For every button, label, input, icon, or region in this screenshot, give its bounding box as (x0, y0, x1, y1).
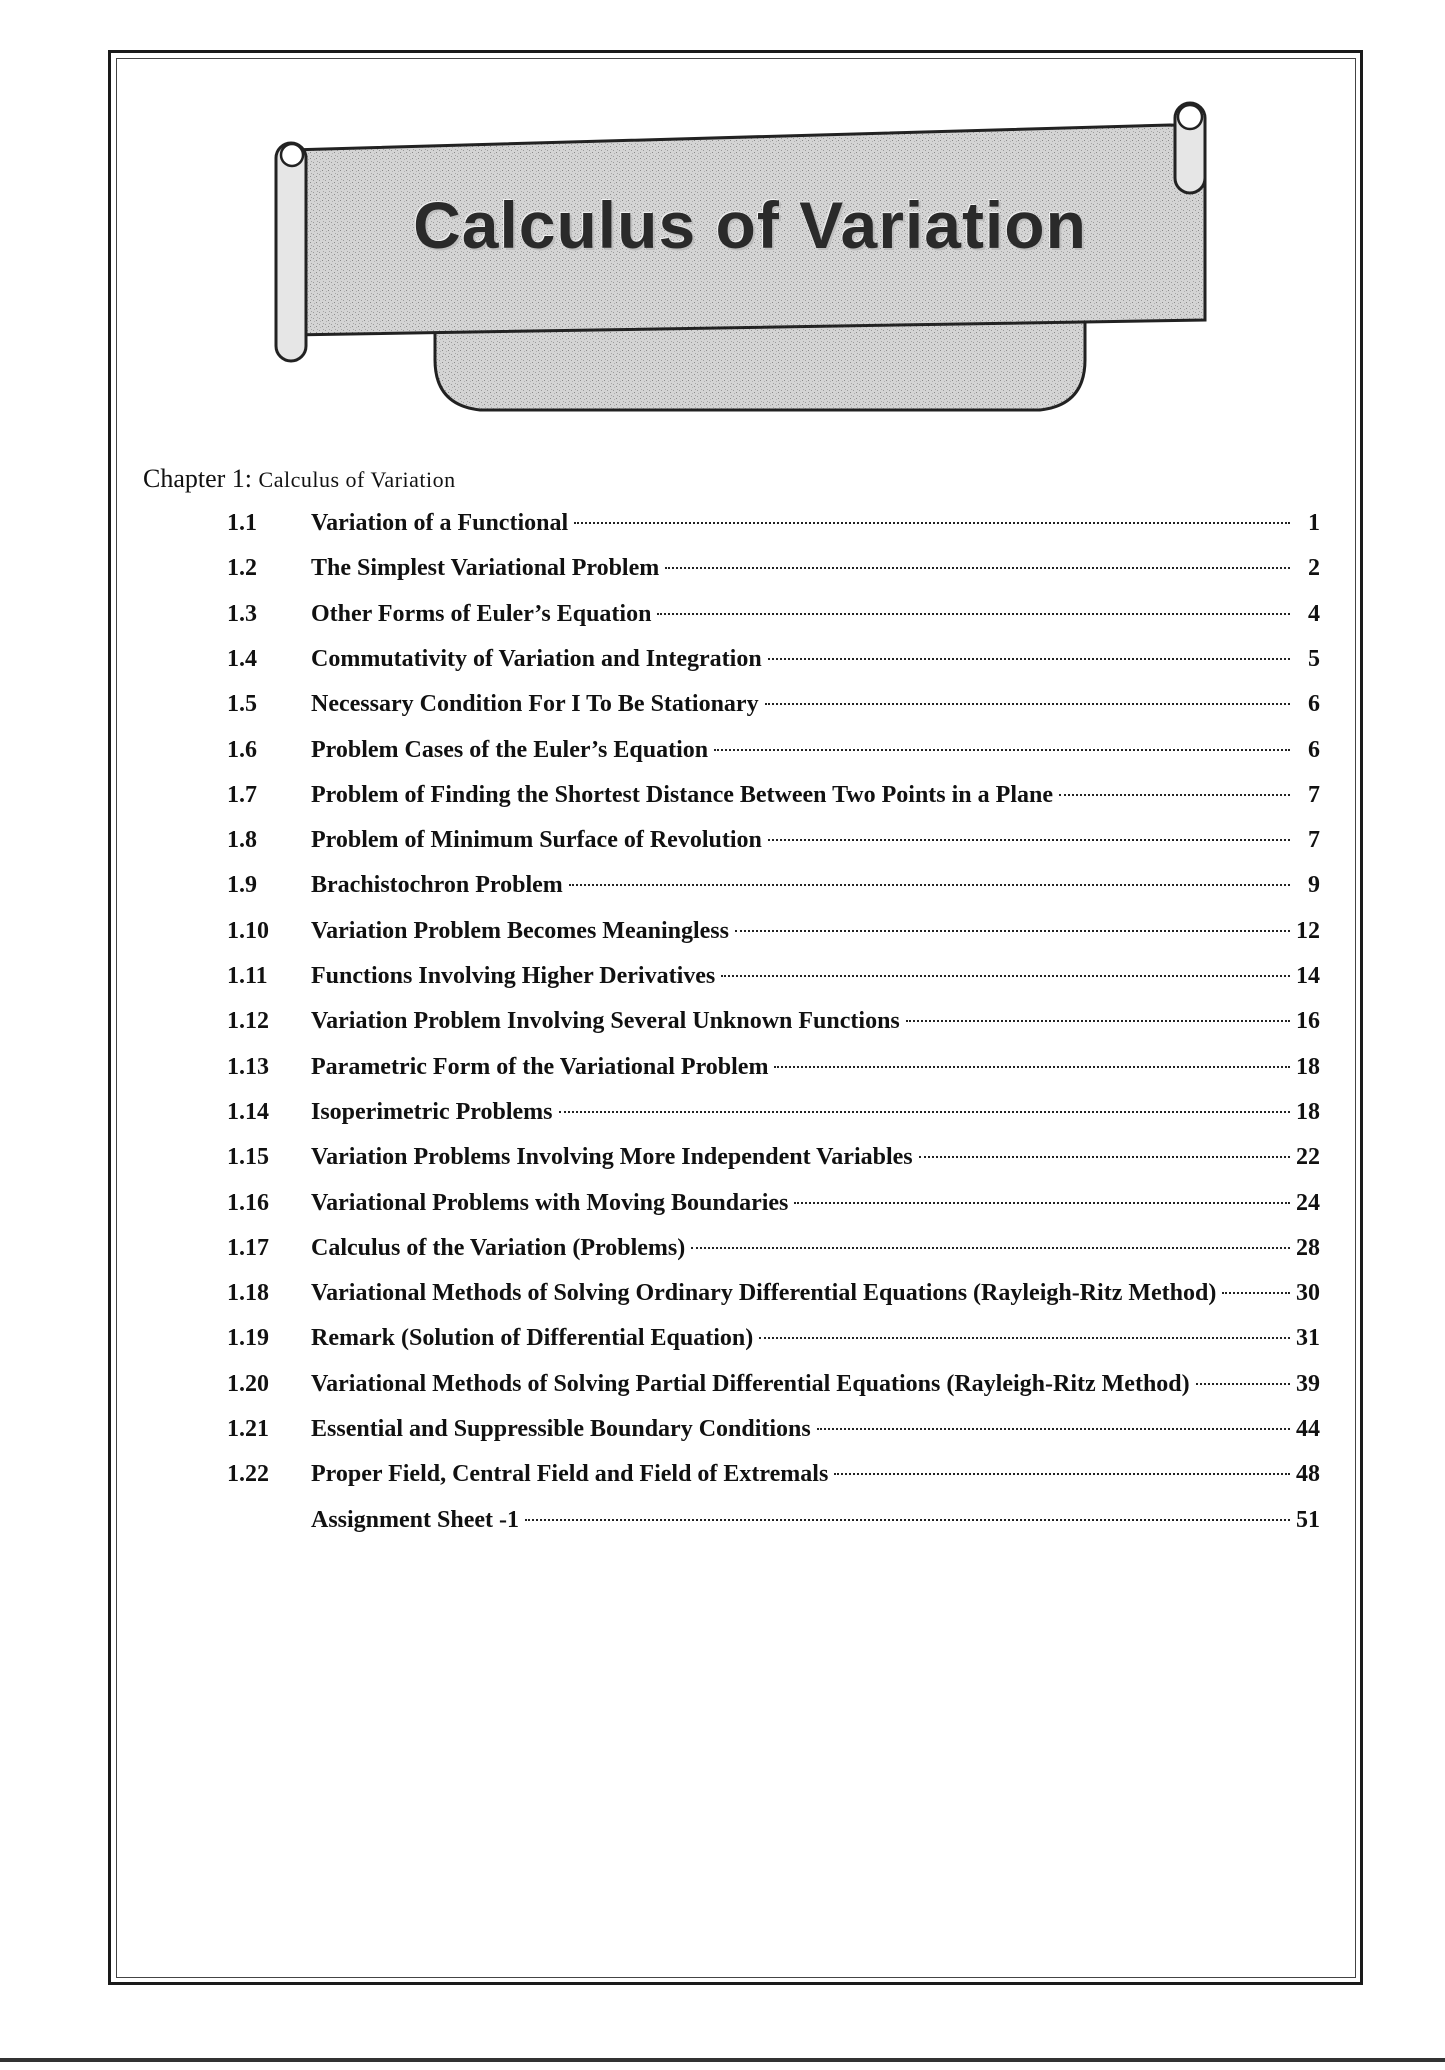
toc-entry-page: 18 (1296, 1098, 1320, 1125)
toc-entry-page: 7 (1308, 781, 1320, 808)
toc-entry-number: 1.12 (227, 1008, 269, 1035)
toc-entry-number: 1.2 (227, 555, 257, 582)
toc-entry-title: Variation Problem Involving Several Unknown Functions (311, 1008, 900, 1035)
toc-entry-number: 1.10 (227, 917, 269, 944)
toc-entry-page: 39 (1296, 1370, 1320, 1397)
toc-entry-number: 1.19 (227, 1325, 269, 1352)
toc-dot-leader (735, 929, 1290, 932)
toc-entry[interactable] (227, 1275, 1320, 1311)
toc-entry-number: 1.20 (227, 1370, 269, 1397)
bottom-rule (0, 2058, 1445, 2062)
toc-entry-number: 1.14 (227, 1098, 269, 1125)
toc-entry-title: Proper Field, Central Field and Field of Extremals (311, 1461, 829, 1488)
toc-entry-line (311, 1230, 1320, 1266)
toc-entry-title: Isoperimetric Problems (311, 1098, 553, 1125)
toc-entry-line (311, 1411, 1320, 1447)
toc-dot-leader (665, 566, 1290, 569)
toc-entry-title: Problem of Finding the Shortest Distance Between Two Points in a Plane (311, 781, 1053, 808)
toc-entry-line (311, 958, 1320, 994)
toc-entry-line (311, 1456, 1320, 1492)
toc-entry-page: 6 (1308, 691, 1320, 718)
toc-entry-title: Assignment Sheet -1 (311, 1506, 519, 1533)
toc-entry[interactable] (227, 550, 1320, 586)
toc-entry[interactable] (227, 867, 1320, 903)
toc-entry-page: 9 (1308, 872, 1320, 899)
toc-entry-line (311, 641, 1320, 677)
toc-entry-number: 1.21 (227, 1416, 269, 1442)
toc-entry[interactable] (227, 1139, 1320, 1175)
toc-entry-line (311, 777, 1320, 813)
toc-dot-leader (721, 974, 1290, 977)
toc-entry[interactable] (227, 777, 1320, 813)
toc-entry-title: Variational Problems with Moving Boundaries (311, 1189, 789, 1216)
toc-entry[interactable] (227, 596, 1320, 632)
toc-dot-leader (906, 1019, 1290, 1022)
toc-entry-line (311, 1320, 1320, 1356)
toc-entry-number: 1.1 (227, 510, 257, 536)
toc-entry-number: 1.18 (227, 1280, 269, 1307)
toc-entry-number: 1.8 (227, 827, 257, 854)
toc-entry-line (311, 1049, 1320, 1085)
toc-entry-title: Problem Cases of the Euler’s Equation (311, 736, 709, 763)
toc-entry[interactable] (227, 822, 1320, 858)
toc-entry-title: Brachistochron Problem (311, 872, 563, 899)
toc-entry-page: 30 (1296, 1280, 1320, 1307)
toc-dot-leader (817, 1427, 1290, 1430)
toc-entry-line (311, 1275, 1320, 1311)
toc-entry-page: 12 (1296, 917, 1320, 944)
toc-entry[interactable] (227, 1003, 1320, 1039)
toc-entry-number: 1.13 (227, 1053, 269, 1080)
toc-dot-leader (774, 1065, 1290, 1068)
toc-entry-number: 1.22 (227, 1461, 269, 1488)
toc-entry-page: 16 (1296, 1008, 1320, 1035)
toc-entry-page: 2 (1308, 555, 1320, 582)
toc-entry-number: 1.17 (227, 1234, 269, 1261)
toc-entry[interactable] (227, 1456, 1320, 1492)
toc-entry-page: 18 (1296, 1053, 1320, 1080)
toc-entry[interactable] (227, 732, 1320, 768)
toc-dot-leader (574, 521, 1290, 524)
toc-entry-title: Variation Problems Involving More Independent Variables (311, 1144, 913, 1171)
toc-entry-title: Variation Problem Becomes Meaningless (311, 917, 729, 944)
toc-entry[interactable] (227, 1185, 1320, 1221)
toc-entry-page: 14 (1296, 963, 1320, 989)
toc-entry-line (311, 1366, 1320, 1402)
toc-dot-leader (559, 1110, 1291, 1113)
toc-entry-page: 44 (1296, 1416, 1320, 1442)
toc-dot-leader (1196, 1382, 1290, 1385)
toc-dot-leader (765, 702, 1290, 705)
toc-entry-page: 1 (1308, 510, 1320, 536)
toc-dot-leader (919, 1155, 1290, 1158)
toc-dot-leader (714, 748, 1290, 751)
toc-dot-leader (1059, 793, 1290, 796)
toc-dot-leader (768, 838, 1290, 841)
toc-entry-page: 4 (1308, 600, 1320, 627)
toc-entry-page: 22 (1296, 1144, 1320, 1171)
toc-entry[interactable] (227, 913, 1320, 949)
toc-entry[interactable] (227, 505, 1320, 541)
toc-entry-page: 31 (1296, 1325, 1320, 1352)
toc-entry-page: 6 (1308, 736, 1320, 763)
toc-entry[interactable] (227, 641, 1320, 677)
toc-entry-line (311, 1502, 1320, 1538)
toc-entry-line (311, 732, 1320, 768)
toc-dot-leader (525, 1518, 1290, 1521)
toc-entry-number: 1.3 (227, 600, 257, 627)
toc-entry-number: 1.9 (227, 872, 257, 899)
chapter-title: Calculus of Variation (258, 467, 456, 492)
toc-entry-line (311, 1139, 1320, 1175)
toc-entry-line (311, 1094, 1320, 1130)
toc-entry-line (311, 596, 1320, 632)
chapter-banner (270, 95, 1230, 430)
toc-entry-line (311, 822, 1320, 858)
toc-dot-leader (569, 883, 1290, 886)
toc-entry-number: 1.11 (227, 963, 268, 989)
toc-entry[interactable] (227, 686, 1320, 722)
toc-dot-leader (657, 612, 1290, 615)
toc-entry-page: 5 (1308, 645, 1320, 672)
toc-entry-line (311, 505, 1320, 541)
chapter-label: Chapter 1: (143, 464, 253, 493)
toc-entry-title: Calculus of the Variation (Problems) (311, 1234, 686, 1261)
toc-entry[interactable] (227, 1049, 1320, 1085)
toc-entry-number: 1.4 (227, 645, 257, 672)
toc-entry[interactable] (227, 1094, 1320, 1130)
toc-entry-line (311, 686, 1320, 722)
toc-entry-number: 1.5 (227, 691, 257, 718)
toc-entry-number: 1.15 (227, 1144, 269, 1171)
toc-entry-page: 48 (1296, 1461, 1320, 1488)
toc-entry-line (311, 1003, 1320, 1039)
toc-entry[interactable] (227, 1502, 1320, 1538)
chapter-heading (143, 464, 456, 494)
toc-dot-leader (794, 1201, 1290, 1204)
toc-dot-leader (759, 1336, 1290, 1339)
toc-entry-page: 28 (1296, 1234, 1320, 1261)
toc-entry-number: 1.6 (227, 736, 257, 763)
toc-entry-title: Essential and Suppressible Boundary Conditions (311, 1416, 811, 1442)
toc-dot-leader (1222, 1291, 1290, 1294)
toc-entry-page: 24 (1296, 1189, 1320, 1216)
toc-entry-title: Parametric Form of the Variational Problem (311, 1053, 769, 1080)
banner-title: Calculus of Variation (413, 188, 1087, 262)
toc-entry-line (311, 913, 1320, 949)
toc-entry[interactable] (227, 958, 1320, 994)
toc-dot-leader (691, 1246, 1290, 1249)
toc-entry-line (311, 867, 1320, 903)
toc-entry-page: 7 (1308, 827, 1320, 854)
toc-entry-title: Other Forms of Euler’s Equation (311, 600, 652, 627)
toc-entry-number: 1.16 (227, 1189, 269, 1216)
toc-entry-title: Commutativity of Variation and Integration (311, 645, 762, 672)
toc-entry-title: Variational Methods of Solving Partial Differential Equations (Rayleigh-Ritz Method) (311, 1370, 1190, 1397)
toc-entry-title: Variation of a Functional (311, 510, 569, 536)
toc-entry-title: Variational Methods of Solving Ordinary Differential Equations (Rayleigh-Ritz Method) (311, 1280, 1217, 1307)
toc-entry-title: Problem of Minimum Surface of Revolution (311, 827, 762, 854)
toc-entry[interactable] (227, 1230, 1320, 1266)
toc-entry[interactable] (227, 1366, 1320, 1402)
toc-dot-leader (768, 657, 1290, 660)
toc-entry[interactable] (227, 1320, 1320, 1356)
toc-entry[interactable] (227, 1411, 1320, 1447)
toc-entry-line (311, 550, 1320, 586)
toc-entry-title: Functions Involving Higher Derivatives (311, 963, 716, 989)
toc-entry-number: 1.7 (227, 781, 257, 808)
toc-entry-page: 51 (1296, 1506, 1320, 1533)
toc-entry-title: Remark (Solution of Differential Equation) (311, 1325, 754, 1352)
toc-entry-title: Necessary Condition For I To Be Stationary (311, 691, 759, 718)
toc-entry-line (311, 1185, 1320, 1221)
toc-entry-title: The Simplest Variational Problem (311, 555, 660, 582)
toc-dot-leader (834, 1472, 1290, 1475)
